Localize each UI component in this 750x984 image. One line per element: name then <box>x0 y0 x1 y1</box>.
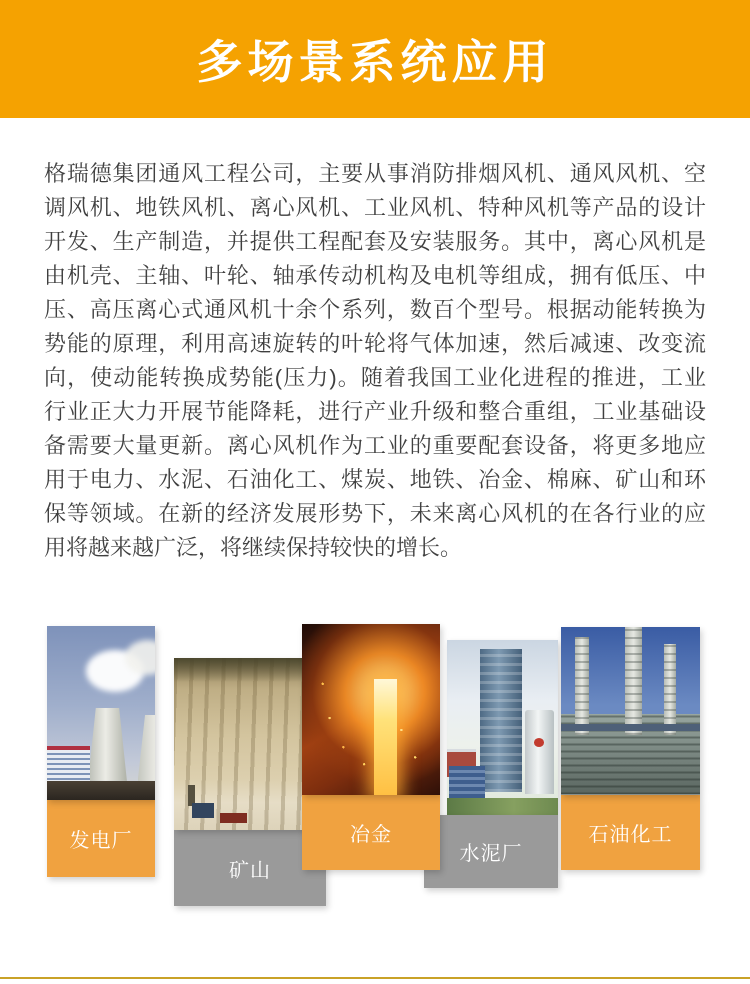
page-title: 多场景系统应用 <box>196 36 554 88</box>
intro-paragraph <box>44 157 706 565</box>
cooling-tower-shape <box>88 708 127 781</box>
distillation-column-shape <box>664 644 677 735</box>
intro-line: 压、高压离心式通风机十余个系列，数百个型号。根据动能转换为 <box>44 297 706 322</box>
quarry-machine-shape <box>220 813 247 823</box>
ground-shape <box>47 781 155 800</box>
ground-shape <box>447 798 558 816</box>
card-label-metallurgy: 冶金 <box>302 795 440 870</box>
intro-line: 格瑞德集团通风工程公司，主要从事消防排烟风机、通风风机、空 <box>44 161 706 186</box>
distillation-column-shape <box>625 627 642 735</box>
intro-line: 开发、生产制造，并提供工程配套及安装服务。其中，离心风机是 <box>44 229 706 254</box>
silo-logo-shape <box>534 738 544 747</box>
intro-line: 行业正大力开展节能降耗，进行产业升级和整合重组，工业基础设 <box>44 399 706 424</box>
card-label-power-plant: 发电厂 <box>47 800 155 877</box>
intro-line: 调风机、地铁风机、离心风机、工业风机、特种风机等产品的设计 <box>44 195 706 220</box>
intro-line: 势能的原理，利用高速旋转的叶轮将气体加速，然后减速、改变流 <box>44 331 706 356</box>
gallery-card-cement-plant <box>424 640 558 888</box>
intro-line: 用于电力、水泥、石油化工、煤炭、地铁、冶金、棉麻、矿山和环 <box>44 467 706 492</box>
card-label-mine: 矿山 <box>174 830 326 906</box>
card-label-petrochemical: 石油化工 <box>561 795 700 870</box>
intro-section <box>0 118 750 565</box>
cooling-tower-shape <box>138 715 155 781</box>
intro-line: 用将越来越广泛，将继续保持较快的增长。 <box>44 535 463 560</box>
gallery-card-metallurgy <box>302 624 440 870</box>
intro-line: 备需要大量更新。离心风机作为工业的重要配套设备，将更多地应 <box>44 433 706 458</box>
plant-building-shape <box>47 746 90 781</box>
gallery-card-petrochemical <box>561 627 700 870</box>
header-banner <box>0 0 750 118</box>
metallurgy-photo <box>302 624 440 795</box>
power-plant-photo <box>47 626 155 800</box>
application-gallery <box>0 615 750 926</box>
card-label-cement-plant: 水泥厂 <box>424 815 558 888</box>
cement-plant-photo <box>447 640 558 815</box>
bottom-divider <box>0 977 750 979</box>
silo-shape <box>525 710 554 794</box>
petrochemical-photo <box>561 627 700 795</box>
machinery-shape <box>449 766 485 798</box>
gallery-card-power-plant <box>47 626 155 877</box>
preheater-tower-shape <box>480 649 522 793</box>
intro-line: 保等领域。在新的经济发展形势下，未来离心风机的在各行业的应 <box>44 501 706 526</box>
distillation-column-shape <box>575 637 589 734</box>
intro-line: 由机壳、主轴、叶轮、轴承传动机构及电机等组成，拥有低压、中 <box>44 263 706 288</box>
sparks-shape <box>302 624 440 795</box>
pipe-rack-shape <box>561 724 700 731</box>
quarry-machine-shape <box>192 803 213 818</box>
intro-line: 向，使动能转换成势能(压力)。随着我国工业化进程的推进，工业 <box>44 365 706 390</box>
